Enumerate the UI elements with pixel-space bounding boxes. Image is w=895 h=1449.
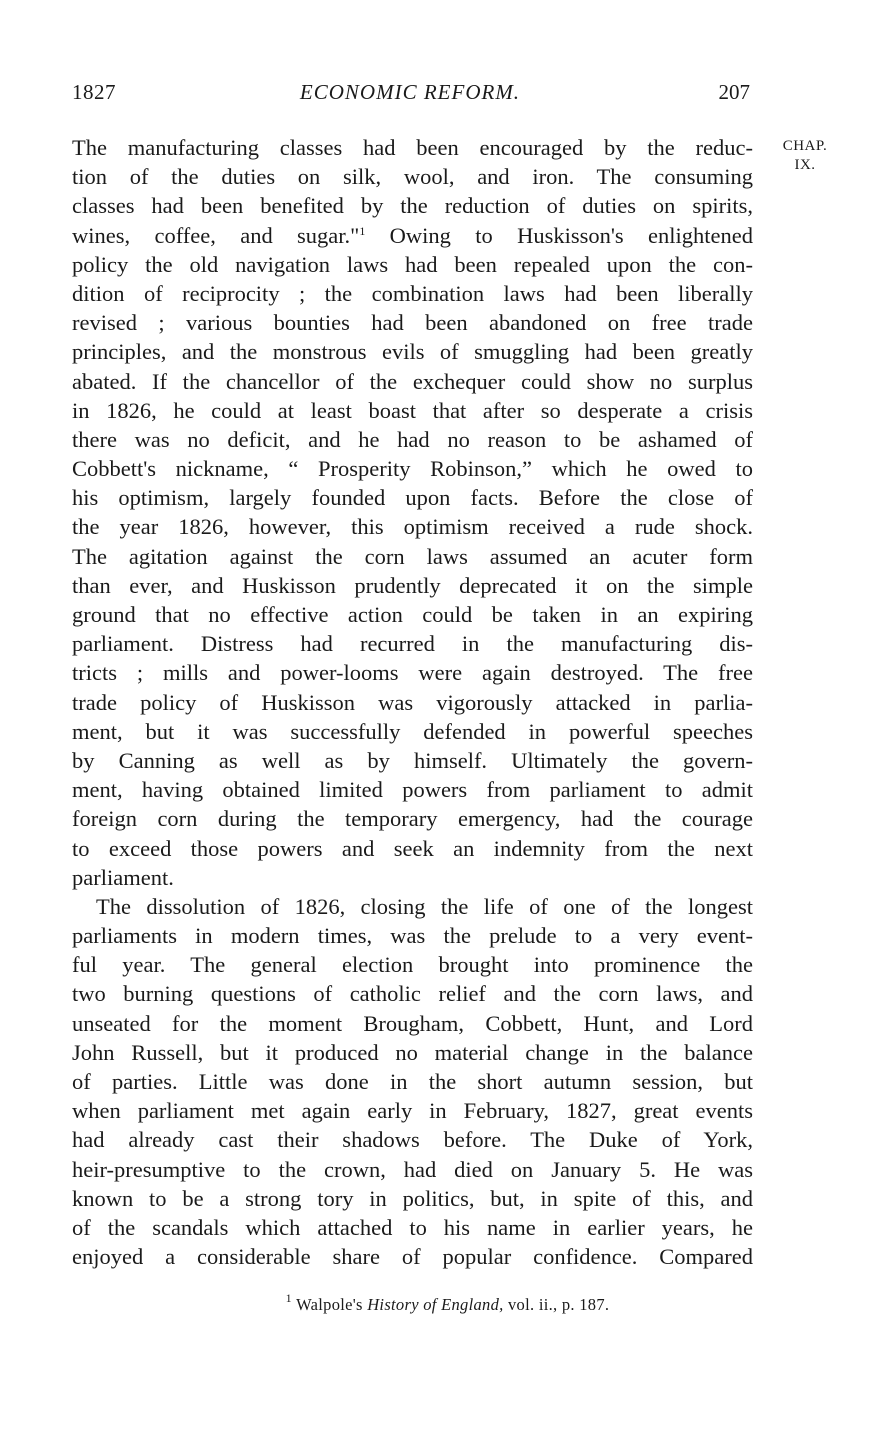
text-line: heir-presumptive to the crown, had died on January 5. He was — [72, 1156, 753, 1182]
text-line: had already cast their shadows before. The Duke of York, — [72, 1127, 753, 1153]
text-line: enjoyed a considerable share of popular confidence. Compared — [72, 1244, 753, 1270]
text-line: when parliament met again early in February, 1827, great events — [72, 1098, 753, 1124]
text-line: tion of the duties on silk, wool, and iron. The consuming — [72, 164, 753, 190]
footnote-work-title: History of England, — [367, 1295, 504, 1314]
chapter-number: IX. — [794, 157, 816, 173]
text-line: The agitation against the corn laws assumed an acuter form — [72, 543, 753, 569]
text-line: there was no deficit, and he had no reason to be ashamed of — [72, 426, 753, 452]
text-line: ful year. The general election brought into prominence the — [72, 952, 753, 978]
text-fragment: wines, coffee, and sugar." — [72, 222, 360, 248]
text-line: abated. If the chancellor of the exchequer could show no surplus — [72, 368, 753, 394]
text-line: John Russell, but it produced no material change in the balance — [72, 1039, 753, 1065]
footnote-marker: 1 — [359, 223, 366, 238]
text-line: The dissolution of 1826, closing the life of one of the longest — [96, 893, 753, 919]
text-line: classes had been benefited by the reduction of duties on spirits, — [72, 193, 753, 219]
text-line: revised ; various bounties had been abandoned on free trade — [72, 310, 753, 336]
text-line: policy the old navigation laws had been repealed upon the con- — [72, 251, 753, 277]
text-line: foreign corn during the temporary emergency, had the courage — [72, 806, 753, 832]
text-line: by Canning as well as by himself. Ultimately the govern- — [72, 747, 753, 773]
text-line: the year 1826, however, this optimism received a rude shock. — [72, 514, 753, 540]
text-line: two burning questions of catholic relief and the corn laws, and — [72, 981, 753, 1007]
text-line: tricts ; mills and power-looms were again destroyed. The free — [72, 660, 753, 686]
text-line: dition of reciprocity ; the combination laws had been liberally — [72, 280, 753, 306]
text-line: ground that no effective action could be taken in an expiring — [72, 602, 753, 627]
body-text — [72, 133, 753, 1271]
text-line: principles, and the monstrous evils of smuggling had been greatly — [72, 339, 753, 365]
footnote-number: 1 — [285, 1291, 292, 1305]
text-line: ment, having obtained limited powers from parliament to admit — [72, 777, 753, 803]
chapter-label: CHAP. — [782, 138, 828, 154]
text-line: known to be a strong tory in politics, but, in spite of this, and — [72, 1185, 753, 1211]
text-line: ment, but it was successfully defended in powerful speeches — [72, 718, 753, 744]
text-fragment: Owing to Huskisson's enlightened — [365, 222, 753, 248]
text-line: parliaments in modern times, was the prelude to a very event- — [72, 923, 753, 949]
text-line: The manufacturing classes had been encouraged by the reduc- — [72, 135, 753, 160]
text-line: than ever, and Huskisson prudently deprecated it on the simple — [72, 572, 753, 598]
text-line: parliament. Distress had recurred in the manufacturing dis- — [72, 631, 753, 657]
footnote-citation: vol. ii., p. 187. — [507, 1295, 610, 1314]
text-line: of parties. Little was done in the short autumn session, but — [72, 1069, 753, 1094]
chapter-margin-note — [770, 137, 840, 175]
header-year: 1827 — [72, 80, 116, 104]
text-line: parliament. — [72, 864, 174, 890]
text-line: of the scandals which attached to his name in earlier years, he — [72, 1214, 753, 1240]
footnote-author: Walpole's — [296, 1295, 363, 1314]
text-line: in 1826, he could at least boast that after so desperate a crisis — [72, 397, 753, 423]
running-header — [70, 80, 750, 114]
text-line: his optimism, largely founded upon facts. Before the close of — [72, 485, 753, 511]
text-line: trade policy of Huskisson was vigorously attacked in parlia- — [72, 689, 753, 715]
text-line: to exceed those powers and seek an indemnity from the next — [72, 835, 753, 861]
footnote — [0, 1291, 895, 1315]
text-line: Cobbett's nickname, “ Prosperity Robinson,” which he owed to — [72, 456, 753, 482]
page-number: 207 — [718, 80, 750, 104]
text-line: unseated for the moment Brougham, Cobbett, Hunt, and Lord — [72, 1010, 753, 1036]
text-line-with-footnote — [72, 221, 753, 250]
running-title: ECONOMIC REFORM. — [299, 80, 521, 104]
